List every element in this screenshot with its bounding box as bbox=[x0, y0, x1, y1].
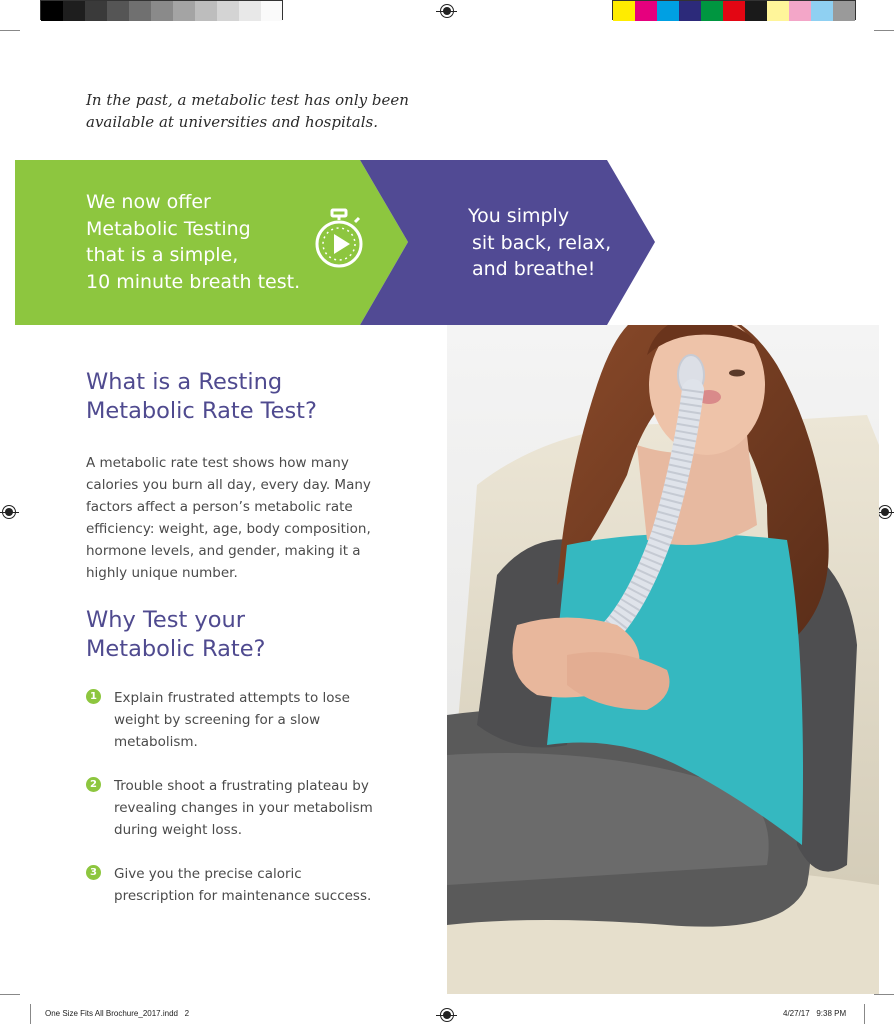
bullet-line: weight by screening for a slow bbox=[114, 712, 321, 728]
green-line: We now offer bbox=[86, 191, 211, 213]
crop-mark bbox=[0, 30, 20, 31]
color-bar bbox=[612, 0, 856, 20]
green-banner-text bbox=[86, 189, 346, 295]
heading-line: Why Test your bbox=[86, 607, 246, 633]
bullet-line: revealing changes in your metabolism bbox=[114, 800, 373, 816]
purple-line: and breathe! bbox=[472, 258, 596, 280]
green-line: Metabolic Testing bbox=[86, 217, 251, 240]
crop-mark bbox=[874, 30, 894, 31]
why-test-heading bbox=[86, 606, 406, 664]
intro-line: In the past, a metabolic test has only been bbox=[86, 91, 409, 109]
body-line: hormone levels, and gender, making it a bbox=[86, 543, 361, 559]
heading-line: Metabolic Rate Test? bbox=[86, 398, 317, 424]
registration-mark-left bbox=[2, 505, 16, 519]
bullet-line: metabolism. bbox=[114, 734, 198, 750]
body-line: efficiency: weight, age, body composition, bbox=[86, 521, 371, 537]
crop-mark bbox=[30, 1004, 31, 1024]
body-line: calories you burn all day, every day. Many bbox=[86, 477, 371, 493]
bullet-text bbox=[114, 687, 394, 753]
slug-timestamp: 4/27/17 9:38 PM bbox=[783, 1009, 847, 1018]
green-line: 10 minute breath test. bbox=[86, 270, 301, 293]
bullet-line: Trouble shoot a frustrating plateau by bbox=[114, 778, 369, 794]
registration-mark-right bbox=[878, 505, 892, 519]
bullet-number: 1 bbox=[86, 689, 101, 704]
bullet-line: prescription for maintenance success. bbox=[114, 888, 372, 904]
crop-mark bbox=[874, 994, 894, 995]
crop-mark bbox=[0, 994, 20, 995]
bullet-line: during weight loss. bbox=[114, 822, 243, 838]
intro-text bbox=[86, 89, 426, 133]
bullet-text bbox=[114, 775, 394, 841]
bullet-text bbox=[114, 863, 394, 907]
what-is-heading bbox=[86, 368, 406, 426]
bullet-line: Give you the precise caloric bbox=[114, 866, 302, 882]
intro-line: available at universities and hospitals. bbox=[86, 113, 378, 131]
body-line: highly unique number. bbox=[86, 565, 238, 581]
body-line: factors affect a person’s metabolic rate bbox=[86, 499, 353, 515]
body-line: A metabolic rate test shows how many bbox=[86, 455, 349, 471]
person-breath-test-photo bbox=[447, 325, 879, 994]
grayscale-bar bbox=[40, 0, 283, 20]
bullet-number: 3 bbox=[86, 865, 101, 880]
purple-banner-text bbox=[468, 203, 668, 283]
bullet-line: Explain frustrated attempts to lose bbox=[114, 690, 350, 706]
purple-line: You simply bbox=[468, 205, 570, 227]
registration-mark-top bbox=[440, 4, 454, 18]
crop-mark bbox=[864, 1004, 865, 1024]
what-is-body bbox=[86, 452, 406, 584]
slug-filename: One Size Fits All Brochure_2017.indd 2 bbox=[45, 1009, 190, 1018]
bullet-number: 2 bbox=[86, 777, 101, 792]
heading-line: What is a Resting bbox=[86, 369, 283, 395]
green-line: that is a simple, bbox=[86, 244, 239, 266]
purple-line: sit back, relax, bbox=[472, 231, 612, 254]
registration-mark-bottom bbox=[440, 1008, 454, 1022]
stopwatch-icon bbox=[312, 208, 366, 270]
heading-line: Metabolic Rate? bbox=[86, 636, 266, 662]
